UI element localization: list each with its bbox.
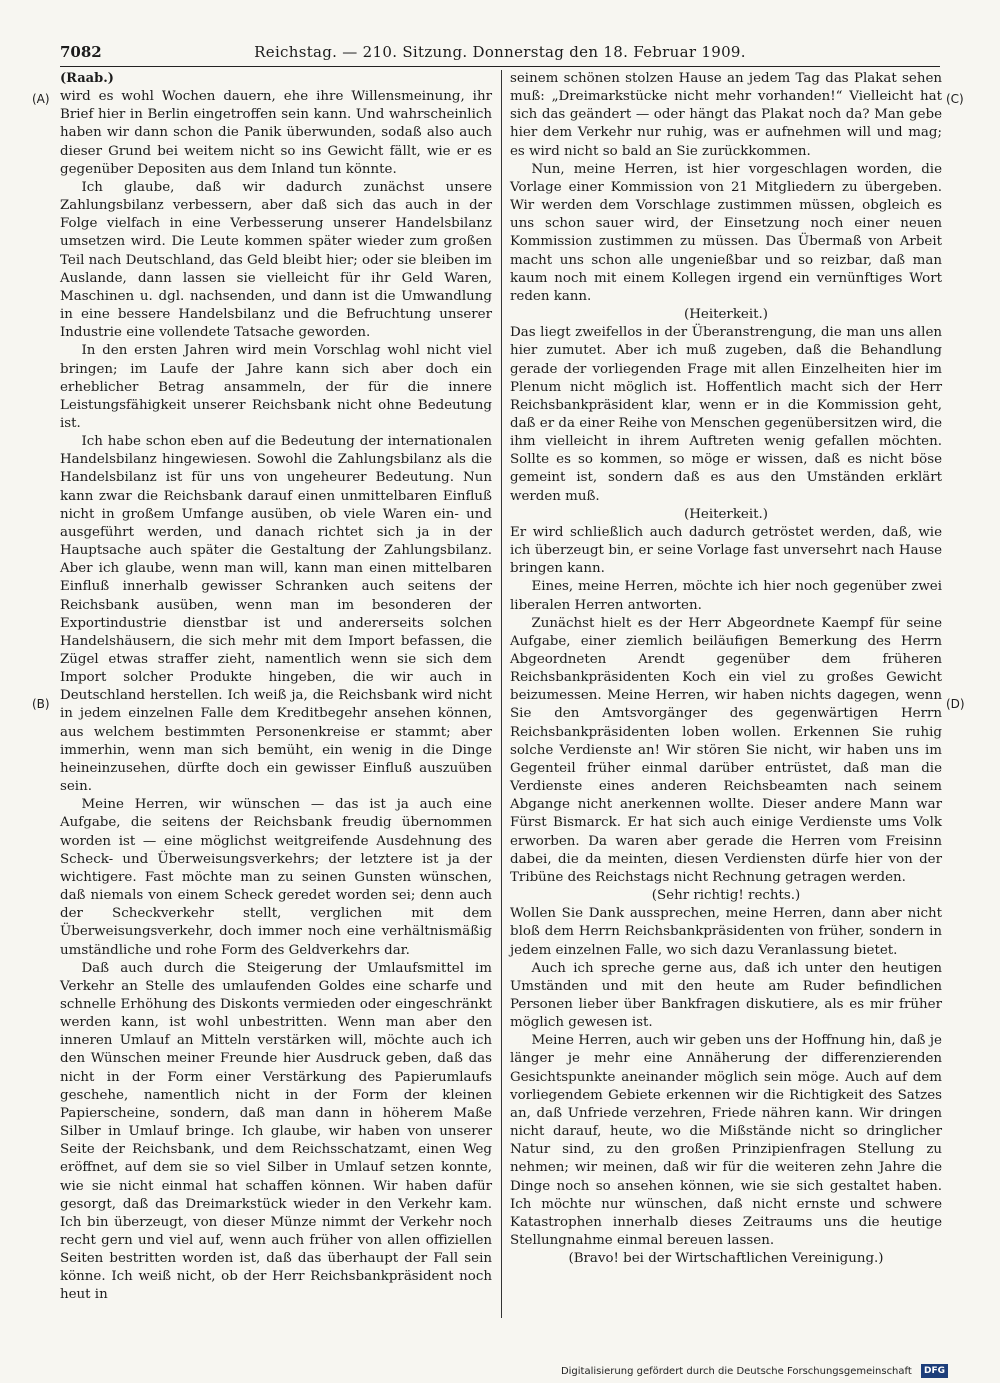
page-header-title: Reichstag. — 210. Sitzung. Donnerstag den 18. Februar 1909. [254, 43, 746, 61]
margin-mark-b: (B) [32, 697, 50, 711]
paragraph: Auch ich spreche gerne aus, daß ich unter den heutigen Umständen und mit den heute am Ruder befindlichen Personen lieber über Bankfragen diskutiere, als es mir früher möglich gewesen ist. [510, 960, 942, 1031]
column-divider [501, 70, 502, 1318]
paragraph: Daß auch durch die Steigerung der Umlaufsmittel im Verkehr an Stelle des umlaufenden Goldes eine scharfe und schnelle Erhöhung des Diskonts vermieden oder eingeschränkt werden kann, ist wohl unbestritten. Wenn man aber den inneren Umlauf an Mitteln verstärken will, möchte auch ich den Wünschen meiner Freunde hier Ausdruck geben, daß das nicht in der Form einer Verstärkung des Papierumlaufs geschehe, namentlich nicht in der Form der kleinen Papierscheine, sondern, daß man dann in höherem Maße Silber in Umlauf bringe. Ich glaube, wir haben von unserer Seite der Reichsbank, und dem Reichsschatzamt, einen Weg eröffnet, auf dem sie so viel Silber in Umlauf setzen konnte, wie sie nicht einmal hat schaffen können. Wir haben dafür gesorgt, daß das Dreimarkstück wieder in den Verkehr kam. Ich bin überzeugt, von dieser Münze nimmt der Verkehr noch recht gern und viel auf, wenn auch früher von allen offiziellen Seiten bestritten worden ist, daß das überhaupt der Fall sein könne. Ich weiß nicht, ob der Herr Reichsbankpräsident noch heut in [60, 960, 492, 1303]
paragraph: Das liegt zweifellos in der Überanstrengung, die man uns allen hier zumutet. Aber ich muß zugeben, daß die Behandlung gerade der vorliegenden Frage mit allen Einzelheiten hier im Plenum nicht möglich ist. Hoffentlich macht sich der Herr Reichsbankpräsident klar, wenn er in die Kommission geht, daß er da einer Reihe von Menschen gegenübersitzen wird, die ihm vielleicht in ihrem Auftreten wenig gefallen möchten. Sollte es so kommen, so möge er wissen, daß es nicht böse gemeint ist, sondern daß es aus den Umständen erklärt werden muß. [510, 325, 942, 504]
page-number: 7082 [60, 43, 102, 61]
paragraph: seinem schönen stolzen Hause an jedem Tag das Plakat sehen muß: „Dreimarkstücke nicht mehr vorhanden!“ Vielleicht hat sich das geändert — oder hängt das Plakat noch da? Man gebe hier dem Verkehr nur ruhig, was er aufnehmen will und mag; es wird nicht so bald an Sie zurückkommen. [510, 71, 942, 159]
paragraph: Wollen Sie Dank aussprechen, meine Herren, dann aber nicht bloß dem Herrn Reichsbankpräsidenten von früher, sondern in jedem einzelnen Falle, wo sich dazu Veranlassung bietet. [510, 906, 942, 958]
paragraph: In den ersten Jahren wird mein Vorschlag wohl nicht viel bringen; im Laufe der Jahre kann sich aber doch ein erheblicher Betrag ansammeln, der für die innere Leistungsfähigkeit unserer Reichsbank nicht ohne Bedeutung ist. [60, 343, 492, 431]
paragraph: Ich habe schon eben auf die Bedeutung der internationalen Handelsbilanz hingewiesen. Sowohl die Zahlungsbilanz als die Handelsbilanz ist für uns von ungeheurer Bedeutung. Nun kann zwar die Reichsbank darauf einen unmittelbaren Einfluß nicht in großem Umfange ausüben, ob viele Waren ein- und ausgeführt werden, und danach richtet sich ja in der Hauptsache auch später die Gestaltung der Zahlungsbilanz. Aber ich glaube, wenn man will, kann man einen mittelbaren Einfluß innerhalb gewisser Schranken auch seitens der Reichsbank ausüben, wenn man im besonderen der Exportindustrie dienstbar ist und andererseits solchen Handelshäusern, die sich mehr mit dem Import befassen, die Zügel etwas straffer zieht, namentlich wenn sie sich dem Import solcher Produkte hingeben, die wir auch in Deutschland herstellen. Ich weiß ja, die Reichsbank wird nicht in jedem einzelnen Falle dem Kreditbegehr ansehen können, aus welchem bestimmten Personenkreise er stammt; aber immerhin, wenn man sich bemüht, ein wenig in die Dinge heineinzusehen, dürfte doch ein gewisser Einfluß auszuüben sein. [60, 434, 492, 795]
credit-text: Digitalisierung gefördert durch die Deutsche Forschungsgemeinschaft [560, 1366, 912, 1377]
paragraph: Eines, meine Herren, möchte ich hier noch gegenüber zwei liberalen Herren antworten. [510, 579, 942, 613]
left-column [60, 70, 492, 1305]
header-rule [60, 66, 940, 67]
audience-reaction: (Sehr richtig! rechts.) [651, 888, 801, 904]
paragraph: Zunächst hielt es der Herr Abgeordnete Kaempf für seine Aufgabe, einer ziemlich beiläufigen Bemerkung des Herrn Abgeordneten Arendt gegenüber dem früheren Reichsbankpräsidenten Koch ein viel zu großes Gewicht beizumessen. Meine Herren, wir haben nichts dagegen, wenn Sie den Amtsvorgänger des gegenwärtigen Herrn Reichsbankpräsidenten loben wollen. Erkennen Sie ruhig solche Verdienste an! Wir stören Sie nicht, wir haben uns im Gegenteil früher einmal darüber entrüstet, daß man die Verdienste eines anderen Reichsbeamten nach seinem Abgange nicht anerkennen wollte. Dieser andere Mann war Fürst Bismarck. Er hat sich auch einige Verdienste ums Volk erworben. Da waren aber gerade die Herren vom Freisinn dabei, die da meinten, diesen Verdiensten dürfe hier von der Tribüne des Reichstags nicht Rechnung getragen werden. [510, 615, 942, 885]
paragraph: Meine Herren, wir wünschen — das ist ja auch eine Aufgabe, die seitens der Reichsbank freudig übernommen worden ist — eine möglichst weitgreifende Ausdehnung des Scheck- und Überweisungsverkehrs; der letztere ist ja der wichtigere. Fast möchte man zu seinen Gunsten wünschen, daß niemals von einem Scheck geredet worden sei; denn auch der Scheckverkehr stellt, verglichen mit dem Überweisungsverkehr, doch immer noch eine verhältnismäßig umständliche und rohe Form des Geldverkehrs dar. [60, 797, 492, 958]
paragraph: wird es wohl Wochen dauern, ehe ihre Willensmeinung, ihr Brief hier in Berlin eingetroffen sein kann. Und wahrscheinlich haben wir dann schon die Panik überwunden, sodaß also auch dieser Grund bei weitem nicht so ins Gewicht fällt, wie er es gegenüber Depositen aus dem Inland tun könnte. [60, 89, 492, 177]
right-column [510, 70, 942, 1268]
paragraph: Meine Herren, auch wir geben uns der Hoffnung hin, daß je länger je mehr eine Annäherung der differenzierenden Gesichtspunkte aneinander möglich sein möge. Auch auf dem vorliegendem Gebiete erkennen wir die Richtigkeit des Satzes an, daß Unfriede verzehren, Friede nähren kann. Wir dringen nicht darauf, heute, wo die Mißstände nicht so dringlicher Natur sind, zu den großen Prinzipienfragen Stellung zu nehmen; wir meinen, daß wir für die weiteren zehn Jahre die Dinge noch so ansehen können, wie sie sich gestaltet haben. Ich möchte nur wünschen, daß nicht ernste und schwere Katastrophen innerhalb dieses Zeitraums uns die heutige Stellungnahme einmal bereuen lassen. [510, 1033, 942, 1248]
audience-reaction: (Heiterkeit.) [684, 307, 768, 323]
paragraph: Ich glaube, daß wir dadurch zunächst unsere Zahlungsbilanz verbessern, aber daß sich das auch in der Folge vielfach in eine Verbesserung unserer Handelsbilanz umsetzen wird. Die Leute kommen später wieder zum großen Teil nach Deutschland, das Geld bleibt hier; oder sie bleiben im Auslande, dann lassen sie vielleicht für ihr Geld Waren, Maschinen u. dgl. nachsenden, und dann ist die Umwandlung in eine bessere Handelsbilanz und die Befruchtung unserer Industrie eine vollendete Tatsache geworden. [60, 179, 492, 341]
speaker-name: (Raab.) [60, 71, 114, 86]
audience-reaction: (Heiterkeit.) [684, 506, 768, 522]
margin-mark-c: (C) [946, 92, 964, 106]
dfg-logo: DFG [921, 1364, 948, 1378]
paragraph: Nun, meine Herren, ist hier vorgeschlagen worden, die Vorlage einer Kommission von 21 Mitgliedern zu übergeben. Wir werden dem Vorschlage zustimmen müssen, obgleich es uns schon sauer wird, der Einsetzung noch einer neuen Kommission zustimmen zu müssen. Das Übermaß von Arbeit macht uns schon alle ungenießbar und so reizbar, daß man kaum noch mit einem Kollegen irgend ein vernünftiges Wort reden kann. [510, 161, 942, 304]
paragraph: Er wird schließlich auch dadurch getröstet werden, daß, wie ich überzeugt bin, er seine Vorlage fast unversehrt nach Hause bringen kann. [510, 524, 942, 577]
audience-reaction: (Bravo! bei der Wirtschaftlichen Vereinigung.) [568, 1251, 884, 1267]
digitization-credit [561, 1364, 948, 1380]
margin-mark-d: (D) [946, 697, 965, 711]
margin-mark-a: (A) [32, 92, 50, 106]
running-header [60, 40, 940, 64]
